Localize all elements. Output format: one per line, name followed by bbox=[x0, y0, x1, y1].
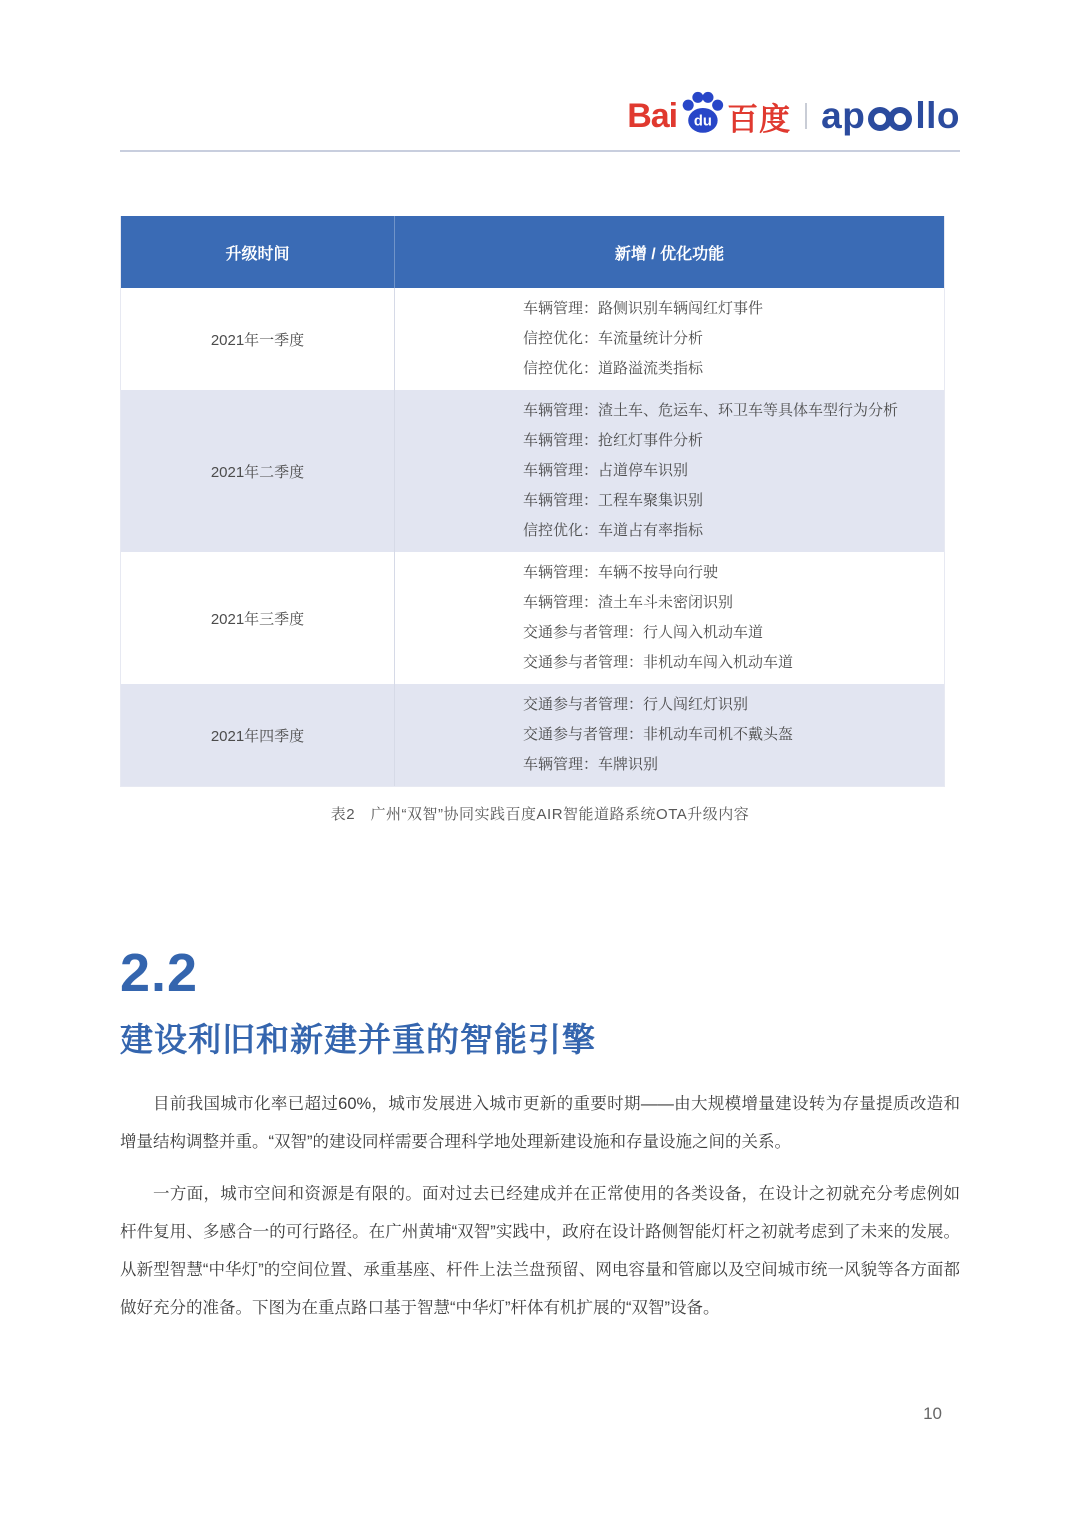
baidu-du-label: du bbox=[694, 113, 713, 130]
section-number: 2.2 bbox=[120, 943, 199, 1003]
feature-item: 车辆管理：工程车聚集识别 bbox=[523, 492, 704, 509]
apollo-text-pre: ap bbox=[821, 95, 866, 136]
ota-upgrade-table bbox=[120, 216, 945, 787]
table-row bbox=[121, 552, 944, 684]
features-cell bbox=[394, 684, 944, 786]
apollo-infinity-icon bbox=[866, 106, 914, 132]
table-caption: 表2 广州“双智”协同实践百度AIR智能道路系统OTA升级内容 bbox=[330, 806, 750, 823]
period-cell: 2021年二季度 bbox=[210, 463, 305, 481]
feature-item: 信控优化：车道占有率指标 bbox=[523, 522, 704, 539]
section-title: 建设利旧和新建并重的智能引擎 bbox=[120, 1021, 596, 1058]
feature-item: 车辆管理：渣土车、危运车、环卫车等具体车型行为分析 bbox=[523, 402, 899, 419]
apollo-text-post: llo bbox=[915, 95, 960, 136]
body-paragraph: 目前我国城市化率已超过60%，城市发展进入城市更新的重要时期——由大规模增量建设转为存量提质改造和增量结构调整并重。“双智”的建设同样需要合理科学地处理新建设施和存量设施之间的关系。 bbox=[120, 1095, 960, 1151]
table-row bbox=[121, 684, 944, 786]
feature-item: 交通参与者管理：非机动车闯入机动车道 bbox=[523, 654, 794, 671]
table-header-row bbox=[121, 216, 944, 288]
feature-item: 车辆管理：车牌识别 bbox=[523, 756, 659, 773]
period-cell: 2021年四季度 bbox=[210, 727, 305, 745]
feature-item: 信控优化：车流量统计分析 bbox=[523, 330, 704, 347]
period-cell: 2021年三季度 bbox=[210, 610, 305, 628]
features-cell bbox=[394, 288, 944, 390]
baidu-wordmark-cn: 百度 bbox=[727, 101, 792, 137]
feature-item: 车辆管理：渣土车斗未密闭识别 bbox=[523, 594, 734, 611]
baidu-apollo-logo bbox=[627, 90, 960, 142]
header-rule bbox=[120, 150, 960, 152]
feature-item: 交通参与者管理：行人闯入机动车道 bbox=[523, 624, 764, 641]
feature-item: 车辆管理：路侧识别车辆闯红灯事件 bbox=[523, 300, 764, 317]
period-cell: 2021年一季度 bbox=[210, 331, 305, 349]
feature-item: 车辆管理：占道停车识别 bbox=[523, 462, 689, 479]
baidu-wordmark-latin: Bai bbox=[627, 96, 678, 135]
header-new-features: 新增 / 优化功能 bbox=[394, 216, 944, 288]
feature-item: 信控优化：道路溢流类指标 bbox=[523, 360, 704, 377]
section-2-2 bbox=[120, 943, 960, 1327]
table-row bbox=[121, 288, 944, 390]
feature-item: 车辆管理：抢红灯事件分析 bbox=[523, 432, 704, 449]
features-cell bbox=[394, 552, 944, 684]
table-row bbox=[121, 390, 944, 552]
body-paragraph: 一方面，城市空间和资源是有限的。面对过去已经建成并在正常使用的各类设备，在设计之初就充分考虑例如杆件复用、多感合一的可行路径。在广州黄埔“双智”实践中，政府在设计路侧智能灯杆之初就考虑到了未来的发展。从新型智慧“中华灯”的空间位置、承重基座、杆件上法兰盘预留、网电容量和管廊以及空间城市统一风貌等各方面都做好充分的准备。下图为在重点路口基于智慧“中华灯”杆体有机扩展的“双智”设备。 bbox=[120, 1185, 960, 1317]
page-number: 10 bbox=[923, 1404, 942, 1423]
baidu-paw-icon bbox=[679, 90, 725, 136]
logo-divider bbox=[805, 103, 807, 129]
feature-item: 交通参与者管理：非机动车司机不戴头盔 bbox=[523, 726, 794, 743]
feature-item: 车辆管理：车辆不按导向行驶 bbox=[523, 564, 719, 581]
features-cell bbox=[394, 390, 944, 552]
apollo-wordmark bbox=[821, 95, 960, 137]
feature-item: 交通参与者管理：行人闯红灯识别 bbox=[523, 696, 749, 713]
header-upgrade-time: 升级时间 bbox=[225, 245, 290, 263]
page-header bbox=[120, 88, 960, 144]
